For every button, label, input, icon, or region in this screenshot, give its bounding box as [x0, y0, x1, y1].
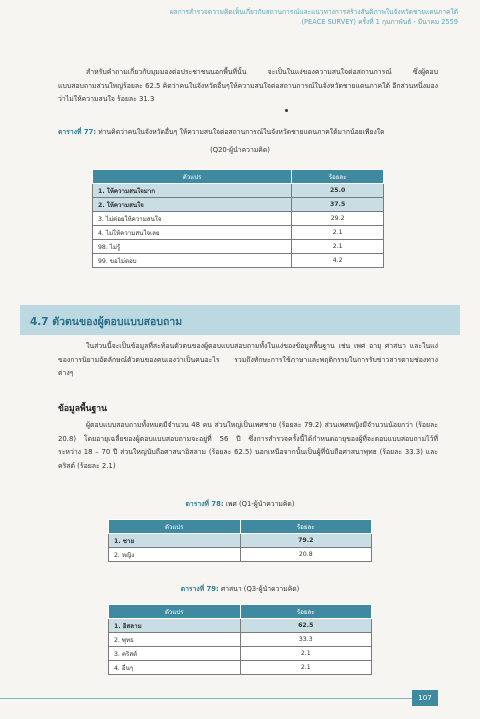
table-header-cell: ร้อยละ [292, 170, 384, 184]
table78-label: ตารางที่ 78: [185, 500, 224, 508]
bullet-dot [285, 109, 288, 112]
row-label: 1. ชาย [109, 534, 241, 548]
subsection-paragraph: ผู้ตอบแบบสอบถามทั้งหมดมีจำนวน 48 คน ส่วนใหญ่เป็นเพศชาย (ร้อยละ 79.2) ส่วนเพศหญิงมีจำนวนน้อยกว่า (ร้อยละ 20.8) โดยอายุเฉลี่ยของผู้ตอบแบบสอบถามจะอยู่ที่ 56 ปี ซึ่งการสำรวจครั้งนี้ได้กำหนดอายุของผู้ที่จะตอบแบบสอบถามไว้ที่ระหว่าง 18 – 70 ปี ส่วนใหญ่นับถือศาสนาอิสลาม (ร้อยละ 62.5) นอกเหนือจากนั้นเป็นผู้ที่นับถือศาสนาพุทธ (ร้อยละ 33.3) และคริสต์ (ร้อยละ 2.1) [58, 421, 438, 470]
table78 [108, 519, 372, 562]
row-value: 62.5 [240, 619, 372, 633]
table-row [109, 661, 372, 675]
running-header-line2: (PEACE SURVEY) ครั้งที่ 1 กุมภาพันธ์ - มีนาคม 2559 [301, 17, 458, 26]
row-value: 4.2 [292, 254, 384, 268]
row-label: 3. ไม่ค่อยให้ความสนใจ [93, 212, 292, 226]
table79-label: ตารางที่ 79: [180, 585, 219, 593]
table79 [108, 604, 372, 675]
row-value: 2.1 [240, 661, 372, 675]
row-label: 1. ให้ความสนใจมาก [93, 184, 292, 198]
row-label: 99. ขอไม่ตอบ [93, 254, 292, 268]
table-row [93, 226, 384, 240]
table-row [93, 198, 384, 212]
table79-title: ศาสนา (Q3-ผู้นำความคิด) [220, 585, 300, 593]
table-header-cell: ตัวแปร [93, 170, 292, 184]
row-value: 2.1 [292, 226, 384, 240]
section-title: 4.7 ตัวตนของผู้ตอบแบบสอบถาม [30, 316, 183, 328]
table-row [109, 534, 372, 548]
running-header-line1: ผลการสำรวจความคิดเห็นเกี่ยวกับสถานการณ์และแนวทางการสร้างสันติภาพในจังหวัดชายแดนภาคใต้ [169, 8, 458, 16]
row-value: 33.3 [240, 633, 372, 647]
table-header-row [109, 520, 372, 534]
table-row [109, 647, 372, 661]
table78-caption [0, 498, 480, 511]
row-label: 4. อื่นๆ [109, 661, 241, 675]
row-label: 2. ให้ความสนใจ [93, 198, 292, 212]
table-row [93, 212, 384, 226]
intro-paragraph: สำหรับคำถามเกี่ยวกับมุมมองต่อประชาชนนอกพื้นที่นั้น จะเป็นในแง่ของความสนใจต่อสถานการณ์ ซึ่งผู้ตอบแบบสอบถามส่วนใหญ่ร้อยละ 62.5 คิดว่าคนในจังหวัดอื่นๆให้ความสนใจต่อสถานการณ์ในจังหวัดชายแดนภาคใต้ อีกส่วนหนึ่งมองว่าไม่ให้ความสนใจ ร้อยละ 31.3 [58, 68, 438, 103]
row-label: 98. ไม่รู้ [93, 240, 292, 254]
table-row [93, 254, 384, 268]
table-header-cell: ร้อยละ [240, 520, 372, 534]
page-number: 107 [412, 690, 438, 706]
row-value: 25.0 [292, 184, 384, 198]
table-header-cell: ตัวแปร [109, 605, 241, 619]
table-row [93, 240, 384, 254]
row-value: 29.2 [292, 212, 384, 226]
table-header-cell: ร้อยละ [240, 605, 372, 619]
row-label: 4. ไม่ให้ความสนใจเลย [93, 226, 292, 240]
table-row [109, 633, 372, 647]
row-value: 2.1 [240, 647, 372, 661]
table-header-row [109, 605, 372, 619]
row-value: 2.1 [292, 240, 384, 254]
table-row [93, 184, 384, 198]
table79-caption [0, 583, 480, 596]
table77-caption [58, 126, 448, 139]
table77 [92, 169, 384, 268]
table78-title: เพศ (Q1-ผู้นำความคิด) [225, 500, 295, 508]
row-value: 79.2 [240, 534, 372, 548]
section-heading-bar [20, 305, 460, 335]
row-label: 3. คริสต์ [109, 647, 241, 661]
row-value: 20.8 [240, 548, 372, 562]
row-label: 2. พุทธ [109, 633, 241, 647]
running-header [78, 8, 458, 27]
footer-rule [0, 698, 412, 699]
table-header-cell: ตัวแปร [109, 520, 241, 534]
table77-subtitle: (Q20-ผู้นำความคิด) [210, 146, 270, 154]
table77-title: ท่านคิดว่าคนในจังหวัดอื่นๆ ให้ความสนใจต่อสถานการณ์ในจังหวัดชายแดนภาคใต้มากน้อยเพียงใด [98, 128, 385, 136]
row-label: 2. หญิง [109, 548, 241, 562]
table-row [109, 548, 372, 562]
subsection-title: ข้อมูลพื้นฐาน [58, 404, 107, 414]
section-paragraph: ในส่วนนี้จะเป็นข้อมูลที่สะท้อนตัวตนของผู้ตอบแบบสอบถามทั้งในแง่ของข้อมูลพื้นฐาน เช่น เพศ อายุ ศาสนา และในแง่ของการนิยามอัตลักษณ์ตัวตนของคนเองว่าเป็นคนอะไร รวมถึงทักษะการใช้ภาษาและพฤติกรรมในการรับข่าวสารตามช่องทางต่างๆ [58, 342, 438, 377]
row-value: 37.5 [292, 198, 384, 212]
table77-label: ตารางที่ 77: [58, 128, 97, 136]
table-row [109, 619, 372, 633]
row-label: 1. อิสลาม [109, 619, 241, 633]
table-header-row [93, 170, 384, 184]
